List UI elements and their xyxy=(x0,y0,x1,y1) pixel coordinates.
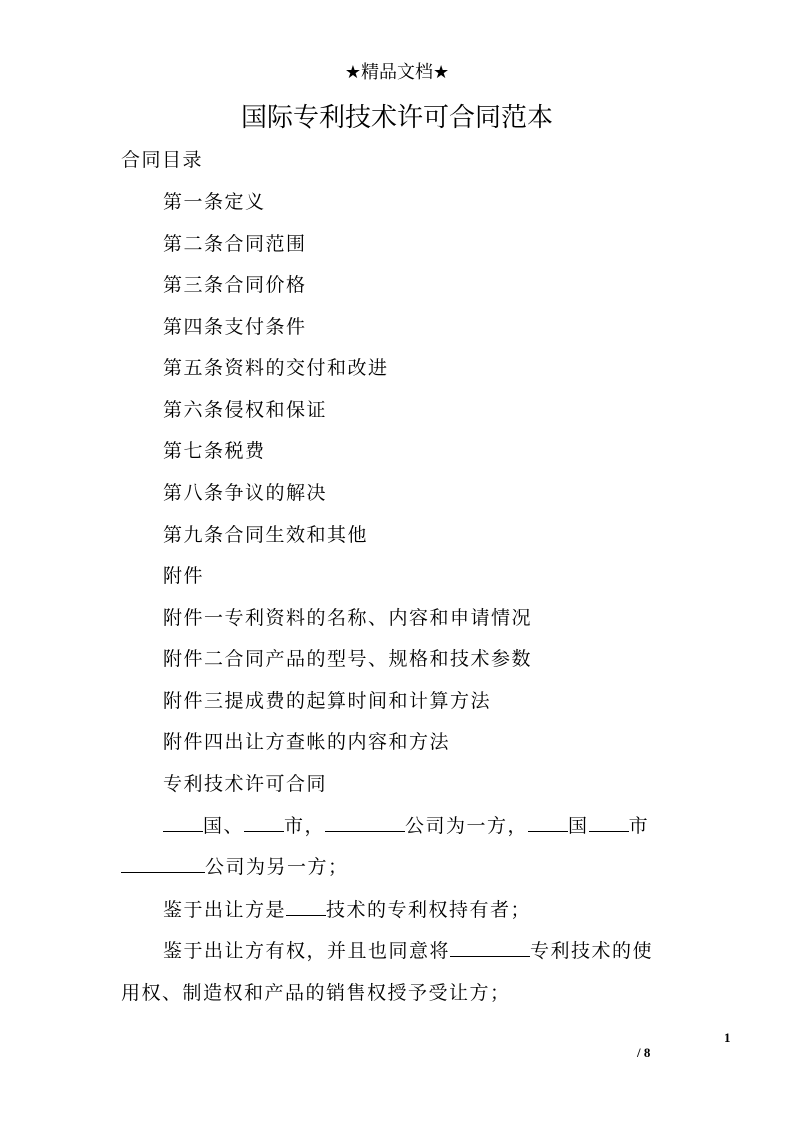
toc-item: 第一条定义 xyxy=(163,191,266,213)
parties-line-2 xyxy=(121,853,349,881)
toc-item: 第七条税费 xyxy=(163,440,266,462)
toc-item: 附件二合同产品的型号、规格和技术参数 xyxy=(163,648,533,670)
recital-text: 鉴于出让方是 xyxy=(163,899,287,921)
recital-1 xyxy=(163,896,531,924)
party-text: 国 xyxy=(568,815,589,837)
recital-text: 鉴于出让方有权，并且也同意将 xyxy=(163,940,451,962)
toc-item: 第九条合同生效和其他 xyxy=(163,524,369,546)
toc-item: 附件 xyxy=(163,565,205,587)
party-text: 公司为另一方； xyxy=(205,856,349,878)
blank-field xyxy=(121,854,205,873)
blank-field xyxy=(163,813,203,832)
blank-field xyxy=(589,813,629,832)
toc-item: 第二条合同范围 xyxy=(163,233,307,255)
toc-item: 第五条资料的交付和改进 xyxy=(163,357,389,379)
toc-item: 第三条合同价格 xyxy=(163,274,307,296)
blank-field xyxy=(325,813,405,832)
document-title: 国际专利技术许可合同范本 xyxy=(240,103,553,133)
party-text: 公司为一方， xyxy=(405,815,529,837)
recital-text: 技术的专利权持有者； xyxy=(326,899,532,921)
party-text: 市 xyxy=(628,815,650,837)
blank-field xyxy=(286,897,326,916)
party-text: 市， xyxy=(284,815,326,837)
toc-item: 附件一专利资料的名称、内容和申请情况 xyxy=(163,607,533,629)
toc-item: 附件三提成费的起算时间和计算方法 xyxy=(163,690,492,712)
recital-2-continued: 用权、制造权和产品的销售权授予受让方； xyxy=(121,982,511,1004)
toc-item: 第四条支付条件 xyxy=(163,316,307,338)
page-number: 1 xyxy=(724,1030,731,1045)
toc-item: 附件四出让方查帐的内容和方法 xyxy=(163,731,451,753)
document-header: ★精品文档★ xyxy=(344,62,450,83)
toc-item: 第六条侵权和保证 xyxy=(163,399,328,421)
recital-text: 专利技术的使 xyxy=(530,940,654,962)
page-total: / 8 xyxy=(637,1045,651,1060)
party-text: 国、 xyxy=(203,815,245,837)
parties-line-1 xyxy=(163,812,649,840)
blank-field xyxy=(528,813,568,832)
recital-2 xyxy=(163,937,653,965)
toc-item: 第八条争议的解决 xyxy=(163,482,328,504)
contract-title: 专利技术许可合同 xyxy=(163,773,328,795)
blank-field xyxy=(244,813,284,832)
blank-field xyxy=(450,938,530,957)
toc-heading: 合同目录 xyxy=(121,149,204,171)
